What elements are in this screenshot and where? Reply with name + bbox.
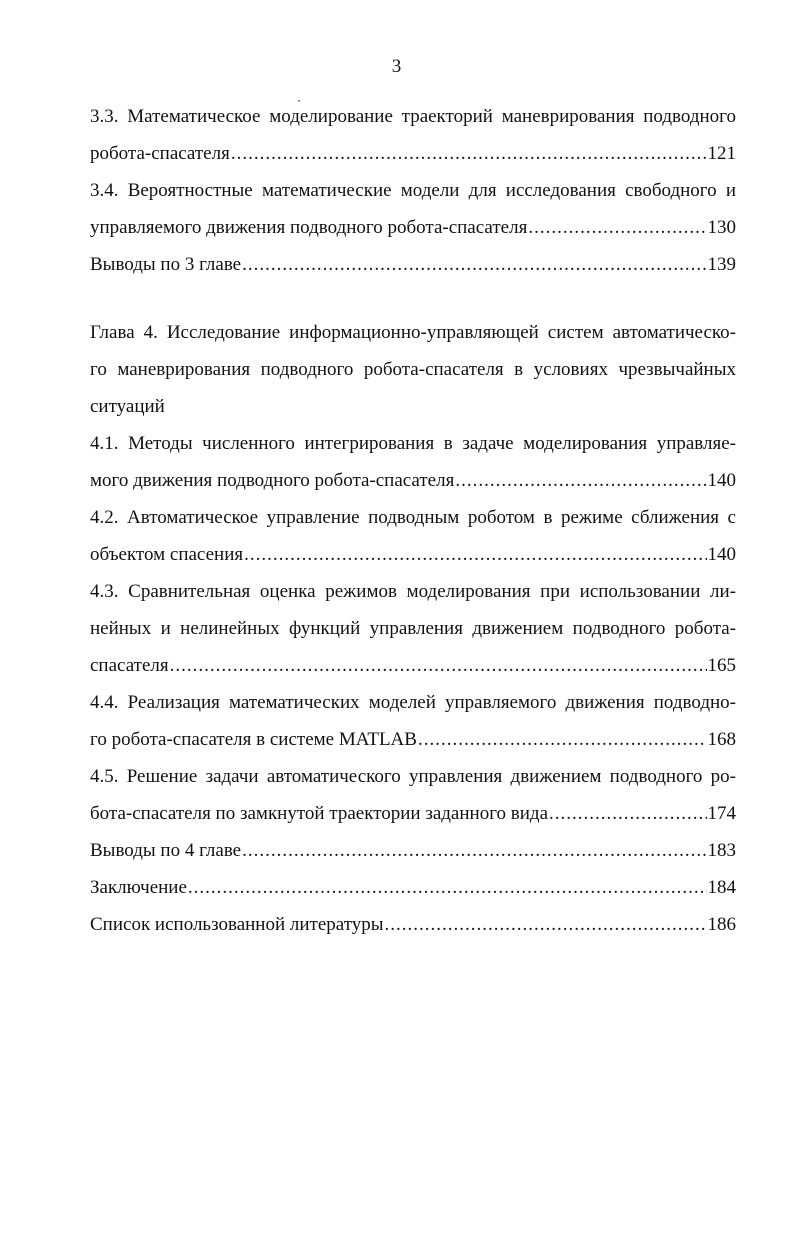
dot-leader [418, 721, 707, 758]
dot-leader [231, 135, 707, 172]
toc-entry-line: 3.3. Математическое моделирование траекторий маневрирования подводного [90, 106, 736, 127]
page-number: 3 [391, 56, 402, 77]
toc-entry-conclusions-4[interactable] [90, 832, 736, 869]
toc-entry-3-4[interactable] [90, 172, 736, 246]
toc-page-number: 140 [707, 544, 736, 565]
toc-page-number: 174 [707, 803, 736, 824]
dot-leader [455, 462, 706, 499]
toc-entry-leader-line [90, 209, 736, 246]
toc-page-number: 184 [707, 877, 736, 898]
toc-entry-text: Заключение [90, 877, 187, 898]
dot-leader [242, 832, 706, 869]
toc-entry-line: 4.5. Решение задачи автоматического управления движением подводного ро- [90, 766, 736, 787]
toc-entry-text: бота-спасателя по замкнутой траектории заданного вида [90, 803, 549, 824]
dot-leader [385, 906, 707, 943]
toc-entry-line: 4.3. Сравнительная оценка режимов моделирования при использовании ли- [90, 581, 736, 602]
chapter-4-title[interactable] [90, 314, 736, 425]
section-gap [90, 283, 736, 314]
toc-entry-leader-line [90, 832, 736, 869]
chapter-title-line: Глава 4. Исследование информационно-управляющей систем автоматическо- [90, 322, 736, 343]
toc-entry-text: управляемого движения подводного робота-спасателя [90, 217, 528, 238]
toc-page-number: 183 [707, 840, 736, 861]
toc-page-number: 140 [707, 470, 736, 491]
toc-entry-leader-line [90, 135, 736, 172]
dot-leader [244, 536, 706, 573]
table-of-contents [90, 98, 736, 943]
dot-leader [549, 795, 706, 832]
toc-entry-references[interactable] [90, 906, 736, 943]
toc-entry-leader-line [90, 246, 736, 283]
toc-entry-4-5[interactable] [90, 758, 736, 832]
toc-page-number: 130 [707, 217, 736, 238]
toc-entry-leader-line [90, 462, 736, 499]
toc-page-number: 186 [707, 914, 736, 935]
toc-entry-line: 4.1. Методы численного интегрирования в задаче моделирования управляе- [90, 433, 736, 454]
toc-entry-text: го робота-спасателя в системе MATLAB [90, 729, 417, 750]
toc-page-number: 168 [707, 729, 736, 750]
toc-entry-conclusions-3[interactable] [90, 246, 736, 283]
toc-entry-4-2[interactable] [90, 499, 736, 573]
toc-entry-text: робота-спасателя [90, 143, 230, 164]
toc-page-number: 165 [707, 655, 736, 676]
chapter-title-line: ситуаций [90, 396, 165, 417]
toc-page-number: 121 [707, 143, 736, 164]
dot-leader [170, 647, 707, 684]
toc-entry-leader-line [90, 869, 736, 906]
toc-entry-3-3[interactable] [90, 98, 736, 172]
toc-entry-leader-line [90, 906, 736, 943]
chapter-title-line: го маневрирования подводного робота-спасателя в условиях чрезвычайных [90, 359, 736, 380]
toc-entry-leader-line [90, 721, 736, 758]
toc-entry-line: 4.2. Автоматическое управление подводным роботом в режиме сближения с [90, 507, 736, 528]
toc-entry-text: объектом спасения [90, 544, 244, 565]
toc-entry-text: мого движения подводного робота-спасателя [90, 470, 455, 491]
dot-leader [528, 209, 706, 246]
toc-entry-4-3[interactable] [90, 573, 736, 684]
toc-entry-leader-line [90, 795, 736, 832]
dot-leader [242, 246, 706, 283]
toc-entry-line: нейных и нелинейных функций управления движением подводного робота- [90, 618, 736, 639]
toc-entry-text: Выводы по 4 главе [90, 840, 242, 861]
toc-entry-conclusion[interactable] [90, 869, 736, 906]
toc-entry-text: спасателя [90, 655, 169, 676]
toc-page-number: 139 [707, 254, 736, 275]
toc-entry-line: 4.4. Реализация математических моделей управляемого движения подводно- [90, 692, 736, 713]
toc-entry-line: 3.4. Вероятностные математические модели для исследования свободного и [90, 180, 736, 201]
toc-entry-text: Список использованной литературы [90, 914, 384, 935]
toc-entry-4-4[interactable] [90, 684, 736, 758]
toc-entry-leader-line [90, 536, 736, 573]
toc-entry-text: Выводы по 3 главе [90, 254, 242, 275]
toc-entry-4-1[interactable] [90, 425, 736, 499]
dot-leader [188, 869, 707, 906]
toc-entry-leader-line [90, 647, 736, 684]
